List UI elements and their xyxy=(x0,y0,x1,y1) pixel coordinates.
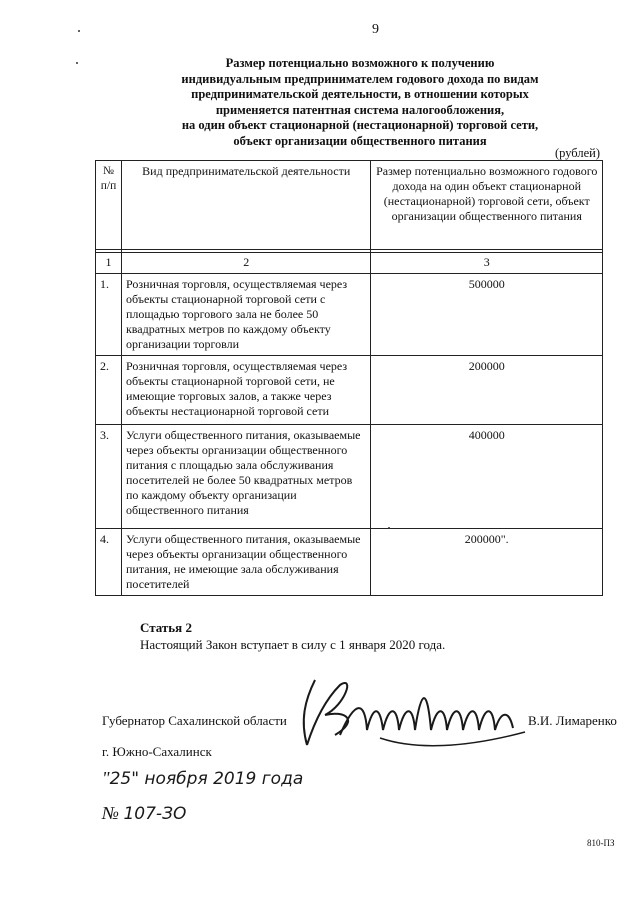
handwritten-signature xyxy=(285,660,535,770)
currency-unit: (рублей) xyxy=(554,146,600,160)
date-month-year: " ноября 2019 года xyxy=(131,769,304,789)
row-number: 1. xyxy=(96,274,122,356)
header-num: № п/п xyxy=(96,161,122,250)
article-title: Статья 2 xyxy=(140,620,192,635)
table-row xyxy=(96,274,603,356)
column-number-row xyxy=(96,253,603,274)
column-number: 3 xyxy=(371,253,603,274)
scan-speck xyxy=(78,30,80,32)
row-number: 3. xyxy=(96,425,122,529)
table-row xyxy=(96,356,603,425)
governor-name: В.И. Лимаренко xyxy=(528,713,617,728)
table-row xyxy=(96,425,603,529)
table-header-row xyxy=(96,161,603,250)
table-row xyxy=(96,529,603,596)
row-income: 200000". xyxy=(371,529,603,596)
row-income: 500000 xyxy=(371,274,603,356)
document-heading xyxy=(150,56,570,149)
signing-date xyxy=(102,768,303,789)
row-activity: Розничная торговля, осуществляемая через объекты стационарной торговой сети с площадью торгового зала не более 50 квадратных метров по каждому объекту организации торговли xyxy=(121,274,371,356)
date-quote: " xyxy=(102,768,110,788)
governor-title: Губернатор Сахалинской области xyxy=(102,713,287,728)
header-activity: Вид предпринимательской деятельности xyxy=(121,161,371,250)
article-section xyxy=(140,619,445,653)
scan-speck xyxy=(388,527,390,529)
heading-line: индивидуальным предпринимателем годового дохода по видам xyxy=(181,71,539,86)
header-income: Размер потенциально возможного годового дохода на один объект стационарной (нестационарной) торговой сети, объект организации общественного питания xyxy=(371,161,603,250)
number-sign: № xyxy=(102,803,119,823)
heading-line: Размер потенциально возможного к получению xyxy=(225,56,495,70)
document-code: 810-ПЗ xyxy=(587,838,615,848)
heading-line: на один объект стационарной (нестационарной) торговой сети, xyxy=(181,118,539,132)
scan-speck xyxy=(76,62,78,64)
row-activity: Услуги общественного питания, оказываемые через объекты организации общественного питания с площадью зала обслуживания посетителей не более 50 квадратных метров по каждому объекту организации общественного питания xyxy=(121,425,371,529)
row-number: 2. xyxy=(96,356,122,425)
row-activity: Розничная торговля, осуществляемая через объекты стационарной торговой сети, не имеющие торговых залов, а также через объекты нестационарной торговой сети xyxy=(121,356,371,425)
column-number: 2 xyxy=(121,253,371,274)
article-text: Настоящий Закон вступает в силу с 1 января 2020 года. xyxy=(140,637,446,652)
city-line: г. Южно-Сахалинск xyxy=(102,744,212,759)
row-income: 400000 xyxy=(371,425,603,529)
page-number: 9 xyxy=(372,22,379,37)
law-number xyxy=(102,803,186,824)
row-number: 4. xyxy=(96,529,122,596)
date-day: 25 xyxy=(109,769,132,789)
heading-line: предпринимательской деятельности, в отношении которых xyxy=(191,87,529,101)
heading-line: применяется патентная система налогообложения, xyxy=(215,102,505,117)
column-number: 1 xyxy=(96,253,122,274)
heading-line: объект организации общественного питания xyxy=(233,133,487,148)
row-income: 200000 xyxy=(371,356,603,425)
number-value: 107-ЗО xyxy=(123,804,187,824)
income-table xyxy=(95,160,603,596)
row-activity: Услуги общественного питания, оказываемые через объекты организации общественного питания, не имеющие зала обслуживания посетителей xyxy=(121,529,371,596)
